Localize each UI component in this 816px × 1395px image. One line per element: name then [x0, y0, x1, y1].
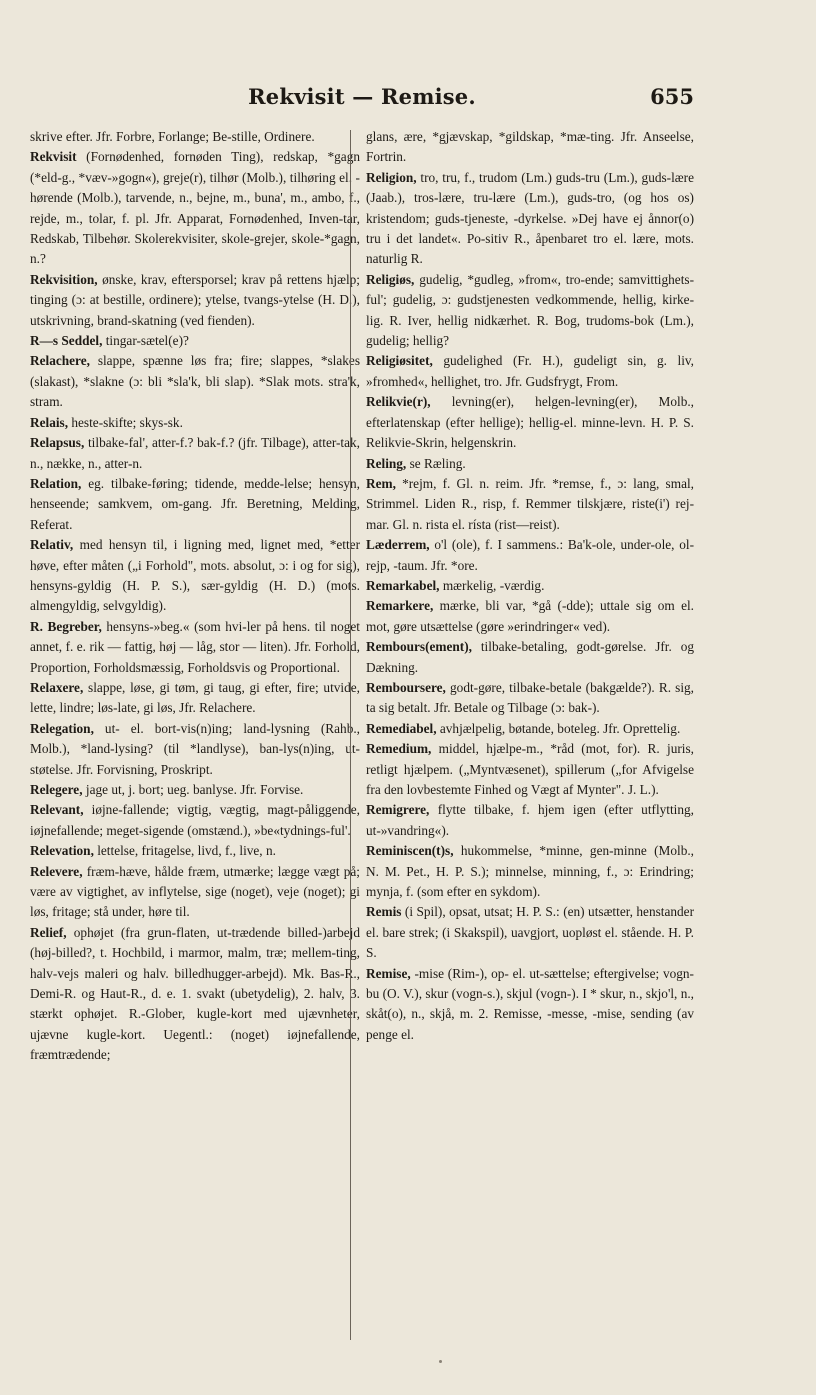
dictionary-entry — [30, 270, 360, 331]
dictionary-entry — [30, 127, 360, 147]
entry-definition: (i Spil), opsat, utsat; H. P. S.: (en) utsætter, henstander el. bare strek; (i Skakspil), uavgjort, uopløst el. stående. H. P. S. — [366, 904, 694, 961]
entry-definition: mærkelig, -værdig. — [439, 577, 545, 593]
entry-headword: Relegation, — [30, 720, 94, 736]
entry-headword: Religiøsitet, — [366, 353, 433, 369]
page-header — [30, 84, 694, 114]
entry-definition: ophøjet (fra grun-flaten, ut-trædende billed-)arbejd (høj-billed?, t. Hochbild, i marmor, malm, træ; mellem-ting, halv-vejs maleri og halv. billedhugger-arbejd). Mk. Bas-R., Demi-R. og Haut-R., d. e. 1. svakt (ubetydelig), 2. halv, 3. stærkt ophøjet. R.-Glober, kugle-kort med ujævnheter, ujævne kugle-kort. Uegentl.: (noget) iøjnefallende, fræmtrædende; — [30, 924, 360, 1063]
dictionary-entry — [30, 147, 360, 269]
entry-headword: Læderrem, — [366, 537, 430, 553]
dictionary-entry — [366, 902, 694, 963]
dictionary-entry — [30, 678, 360, 719]
dictionary-entry — [30, 433, 360, 474]
entry-headword: Rem, — [366, 475, 396, 491]
entry-definition: iøjne-fallende; vigtig, vægtig, magt-påliggende, iøjnefallende; meget-sigende (omstænd.), »be«tydnings-ful'. — [30, 802, 360, 838]
entry-headword: Remis — [366, 904, 402, 920]
dictionary-entry — [366, 739, 694, 800]
entry-definition: gudelighed (Fr. H.), gudeligt sin, g. liv, »fromhed«, hellighet, tro. Jfr. Gudsfrygt, From. — [366, 353, 694, 389]
entry-definition: tro, tru, f., trudom (Lm.) guds-tru (Lm.), guds-lære (Jaab.), tros-lære, tru-lære (Lm.), guds-tro, (og hos os) kristendom; guds-tjeneste, -dyrkelse. »Dej have ej ånnor(o) tru i det landet«. Po-sitiv R., åpenbaret tro el. lære, mots. naturlig R. — [366, 169, 694, 267]
dictionary-entry — [366, 392, 694, 453]
column-divider — [350, 130, 351, 1340]
page-speck — [439, 1360, 442, 1363]
dictionary-entry — [366, 270, 694, 352]
dictionary-entry — [366, 719, 694, 739]
dictionary-entry — [30, 862, 360, 923]
entry-headword: Religiøs, — [366, 271, 415, 287]
entry-definition: med hensyn til, i ligning med, lignet med, *etter høve, efter måten („i Forhold", mots. absolut, ɔ: i og for sig), hensyns-gyldig (H. P. S.), sær-gyldig (H. D.) (mots. almengyldig, selvgyldig). — [30, 537, 360, 614]
entry-headword: Relevant, — [30, 802, 84, 818]
entry-definition: skrive efter. Jfr. Forbre, Forlange; Be-stille, Ordinere. — [30, 129, 315, 144]
dictionary-entry — [366, 596, 694, 637]
entry-definition: se Ræling. — [406, 455, 466, 471]
entry-headword: Reminiscen(t)s, — [366, 843, 454, 859]
dictionary-entry — [30, 800, 360, 841]
entry-headword: Relation, — [30, 475, 82, 491]
entry-headword: Remarkabel, — [366, 577, 440, 593]
entry-headword: Relegere, — [30, 782, 83, 797]
dictionary-entry — [366, 168, 694, 270]
dictionary-entry — [30, 474, 360, 535]
entry-headword: Rembours(ement), — [366, 639, 472, 655]
dictionary-entry — [30, 780, 360, 800]
dictionary-entry — [366, 678, 694, 719]
entry-headword: Remarkere, — [366, 598, 434, 614]
left-column — [30, 127, 360, 1066]
entry-definition: fræm-hæve, hålde fræm, utmærke; lægge vægt på; være av vigtighet, av inflytelse, sige (noget), veje (noget); gi løs, fritage; stå under, høre til. — [30, 863, 360, 920]
entry-headword: Remboursere, — [366, 679, 446, 695]
entry-definition: tingar-sætel(e)? — [102, 333, 189, 349]
dictionary-entry — [30, 923, 360, 1066]
dictionary-entry — [366, 535, 694, 576]
dictionary-entry — [30, 331, 360, 351]
entry-headword: Relief, — [30, 924, 67, 940]
entry-definition: levning(er), helgen-levning(er), Molb., efterlatenskap (efter hellige); hellig-el. minne-levn. H. P. S. Relikvie-Skrin, helgenskrin. — [366, 394, 694, 451]
dictionary-entry — [366, 576, 694, 596]
entry-headword: Religion, — [366, 169, 417, 185]
entry-headword: Relevere, — [30, 863, 83, 879]
dictionary-entry — [30, 617, 360, 678]
entry-definition: hensyns-»beg.« (som hvi-ler på hens. til noget annet, f. e. rik — fattig, høj — låg, stor — liten). Jfr. Forhold, Proportion, Forholdsmæssig, Forholdsvis og Proportional. — [30, 618, 360, 675]
dictionary-entry — [366, 454, 694, 474]
entry-definition: o'l (ole), f. I sammens.: Ba'k-ole, under-ole, ol-rejp, -taum. Jfr. *ore. — [366, 537, 694, 573]
entry-definition: *rejm, f. Gl. n. reim. Jfr. *remse, f., ɔ: lang, smal, Strimmel. Liden R., risp, f. Remmer tilskjære, riste(i') rej-mar. Gl. n. rista el. rísta (rist—reist). — [366, 475, 694, 532]
dictionary-entry — [366, 800, 694, 841]
entry-definition: tilbake-betaling, godt-gørelse. Jfr. og Dækning. — [366, 639, 694, 675]
dictionary-entry — [30, 351, 360, 412]
entry-headword: R—s Seddel, — [30, 333, 103, 349]
entry-headword: R. Begreber, — [30, 618, 102, 634]
entry-definition: tilbake-fal', atter-f.? bak-f.? (jfr. Tilbage), atter-tak, n., nække, n., atter-n. — [30, 435, 360, 471]
entry-definition: lettelse, fritagelse, livd, f., live, n. — [93, 843, 276, 859]
dictionary-entry — [30, 413, 360, 433]
dictionary-entry — [366, 841, 694, 902]
entry-definition: glans, ære, *gjævskap, *gildskap, *mæ-ting. Jfr. Anseelse, Fortrin. — [366, 129, 694, 165]
entry-definition: eg. tilbake-føring; tidende, medde-lelse; hensyn, henseende; samkvem, om-gang. Jfr. Beretning, Melding, Referat. — [30, 475, 360, 532]
entry-definition: jage ut, j. bort; ueg. banlyse. Jfr. Forvise. — [82, 782, 304, 797]
dictionary-entry — [30, 719, 360, 780]
entry-headword: Rekvisition, — [30, 271, 98, 287]
page-number: 655 — [650, 84, 694, 109]
entry-definition: hukommelse, *minne, gen-minne (Molb., N. M. Pet., H. P. S.); minnelse, minning, f., ɔ: Erindring; mynja, f. (som efter en sykdom). — [366, 843, 694, 900]
dictionary-entry — [366, 964, 694, 1046]
dictionary-entry — [366, 351, 694, 392]
dictionary-entry — [30, 535, 360, 617]
entry-headword: Relevation, — [30, 843, 94, 859]
right-column — [366, 127, 694, 1045]
entry-headword: Relaxere, — [30, 679, 84, 695]
entry-headword: Remigrere, — [366, 802, 430, 818]
entry-headword: Relikvie(r), — [366, 394, 431, 410]
entry-definition: gudelig, *gudleg, »from«, tro-ende; samvittighets-ful'; gudelig, ɔ: gudstjenesten vedkommende, hellig, kirke-lig. R. Iver, hellig nidkærhet. R. Bog, trudoms-bok (Lm.), gudelig; hellig? — [366, 271, 694, 349]
dictionary-entry — [366, 637, 694, 678]
entry-headword: Relapsus, — [30, 435, 85, 451]
entry-definition: ut- el. bort-vis(n)ing; land-lysning (Rahb., Molb.), *land-lysing? (til *landlyse), ban-lys(n)ing, ut-støtelse. Jfr. Forvisning, Proskript. — [30, 720, 360, 777]
entry-definition: middel, hjælpe-m., *råd (mot, for). R. juris, retligt hjælpem. („Myntvæsenet), spillerum („for Afvigelse fra den lovbestemte Finhed og Vægt af Mynter". J. L.). — [366, 741, 694, 797]
entry-definition: flytte tilbake, f. hjem igen (efter utflytting, ut-»vandring«). — [366, 802, 694, 838]
entry-headword: Rekvisit — [30, 149, 77, 165]
entry-definition: mærke, bli var, *gå (-dde); uttale sig om el. mot, gøre utsættelse (gøre »erindringer« ved). — [366, 598, 694, 634]
dictionary-entry — [366, 127, 694, 168]
dictionary-entry — [366, 474, 694, 535]
entry-headword: Reling, — [366, 455, 407, 471]
entry-definition: -mise (Rim-), op- el. ut-sættelse; eftergivelse; vogn-bu (O. V.), skur (vogn-s.), skjul (vogn-). I * skur, n., skjo'l, n., skåt(o), n., skjå, m. 2. Remisse, -messe, -mise, sending (av penge el. — [366, 965, 694, 1042]
entry-headword: Relachere, — [30, 353, 90, 369]
entry-headword: Remedium, — [366, 741, 432, 757]
entry-headword: Relais, — [30, 414, 69, 430]
entry-headword: Remise, — [366, 965, 411, 981]
entry-definition: (Fornødenhed, fornøden Ting), redskap, *gagn (*eld-g., *væv-»gogn«), greje(r), tilhør (Molb.), tilhøring el. -hørende (Molb.), tarvende, n., bejne, m., buna', m., ambo, f., rejde, m., tolar, f. pl. Jfr. Apparat, Fornødenhed, Inven-tar, Redskab, Tilbehør. Skolerekvisiter, skole-grejer, skole-*gagn, n.? — [30, 149, 360, 267]
entry-headword: Remediabel, — [366, 720, 437, 736]
entry-definition: slappe, løse, gi tøm, gi taug, gi efter, fire; utvide, lette, lindre; løs-late, gi løs, Jfr. Relachere. — [30, 679, 360, 716]
entry-definition: ønske, krav, eftersporsel; krav på rettens hjælp; tinging (ɔ: at bestille, ordinere); ytelse, tvangs-ytelse (H. D.), utskrivning, brand-skatning (ved fienden). — [30, 271, 360, 328]
dictionary-entry — [30, 841, 360, 861]
entry-definition: heste-skifte; skys-sk. — [68, 414, 183, 430]
entry-headword: Relativ, — [30, 537, 74, 553]
entry-definition: godt-gøre, tilbake-betale (bakgælde?). R. sig, ta sig betalt. Jfr. Betale og Tilbage (ɔ: bak-). — [366, 679, 694, 716]
entry-definition: avhjælpelig, bøtande, boteleg. Jfr. Oprettelig. — [436, 720, 681, 736]
page-title: Rekvisit — Remise. — [248, 84, 476, 109]
entry-definition: slappe, spænne løs fra; fire; slappes, *slakes (slakast), *slakne (ɔ: bli *sla'k, bli slap). *Slak mots. stra'k, stram. — [30, 353, 360, 410]
